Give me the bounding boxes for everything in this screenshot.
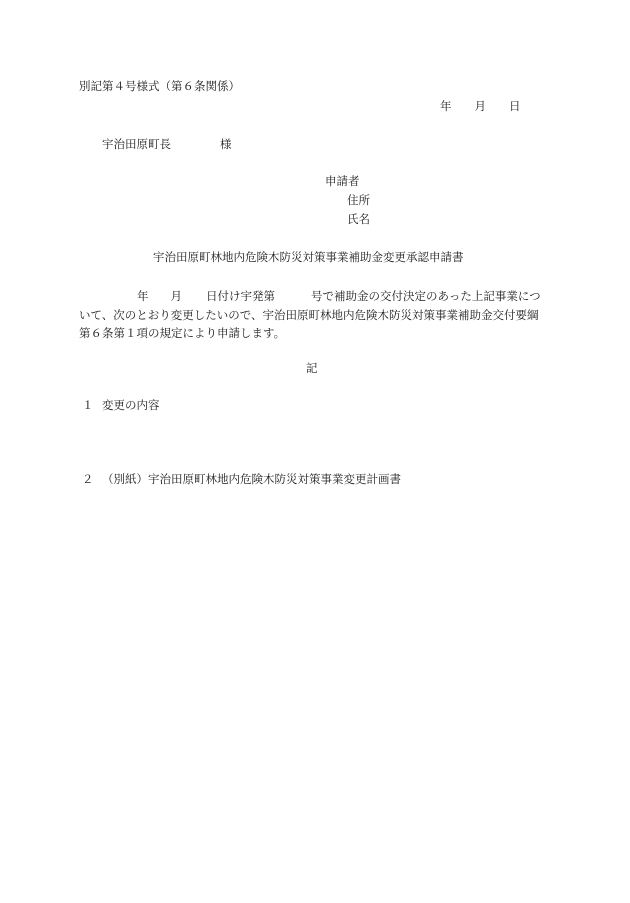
item-text: （別紙）宇治田原町林地内危険木防災対策事業変更計画書: [102, 472, 401, 486]
body-year: 年: [137, 289, 149, 303]
body-line-3: 第６条第１項の規定により申請します。: [79, 326, 286, 340]
recipient-line: [102, 139, 232, 151]
applicant-name-label: 氏名: [347, 212, 370, 226]
ki-heading: 記: [306, 361, 318, 375]
body-line-1-rest: 号で補助金の交付決定のあった上記事業につ: [311, 289, 541, 303]
recipient-honorific: 様: [220, 137, 232, 151]
date-year: 年: [440, 99, 452, 113]
body-line-1: [79, 287, 559, 306]
list-item: [82, 474, 401, 486]
item-number: １: [82, 398, 94, 412]
item-number: ２: [82, 472, 94, 486]
applicant-label: 申請者: [325, 174, 360, 188]
document-title: 宇治田原町林地内危険木防災対策事業補助金変更承認申請書: [153, 250, 464, 264]
date-line: [440, 101, 521, 113]
applicant-address-label: 住所: [347, 193, 370, 207]
date-month: 月: [474, 99, 486, 113]
list-item: [82, 400, 160, 412]
form-number: 別記第４号様式（第６条関係）: [79, 79, 240, 93]
date-day: 日: [509, 99, 521, 113]
body-day-ref: 日付け宇発第: [206, 289, 275, 303]
item-text: 変更の内容: [102, 398, 160, 412]
recipient-name: 宇治田原町長: [102, 137, 171, 151]
body-line-2: いて、次のとおり変更したいので、宇治田原町林地内危険木防災対策事業補助金交付要綱: [79, 307, 539, 322]
body-paragraph: [79, 287, 559, 343]
body-month: 月: [170, 289, 182, 303]
